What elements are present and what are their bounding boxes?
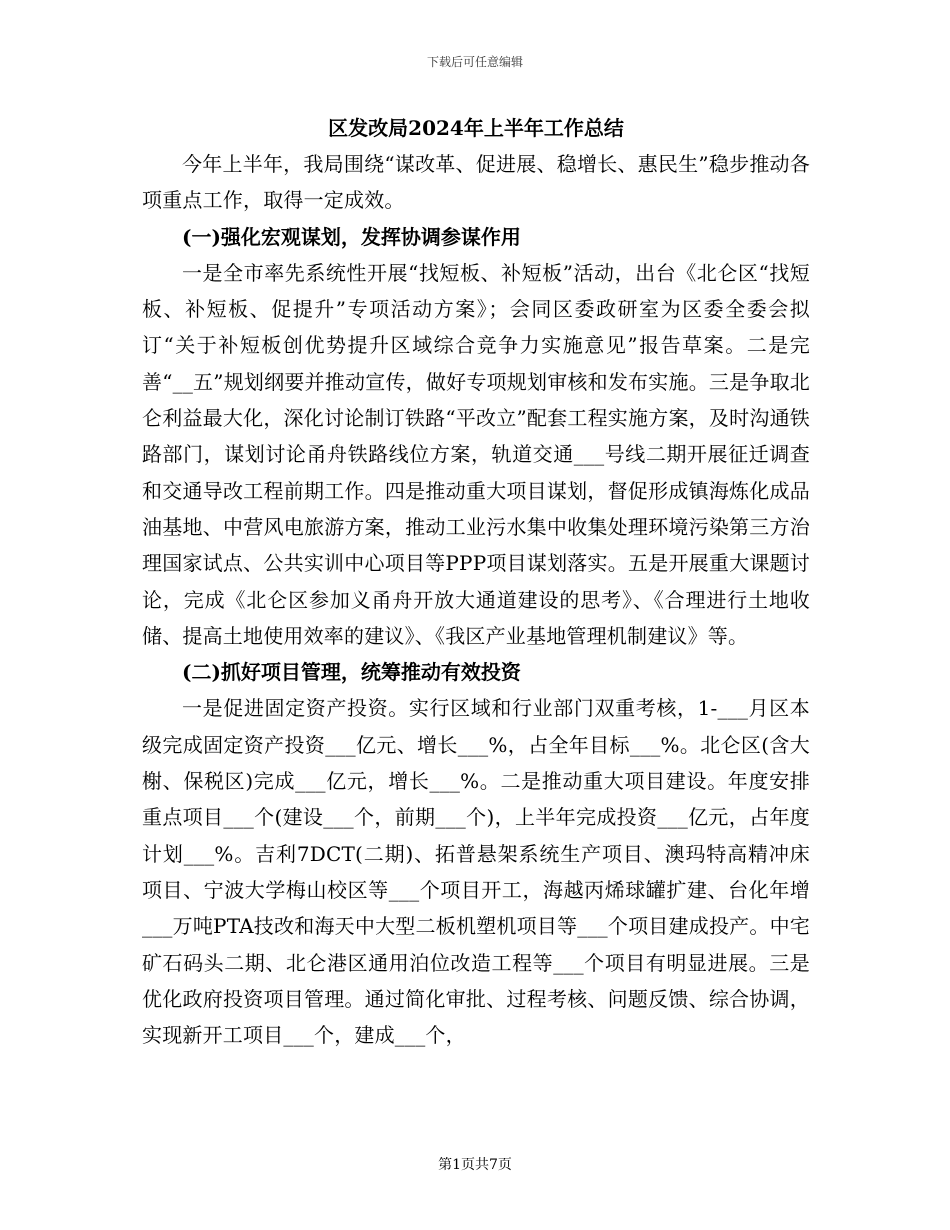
page-number-footer: 第1页共7页 [438,1157,512,1173]
document-title: 区发改局2024年上半年工作总结 [328,116,624,140]
intro-paragraph: 今年上半年，我局围绕“谋改革、促进展、稳增长、惠民生”稳步推动各项重点工作，取得一定成效。 [142,152,810,213]
header-note: 下载后可任意编辑 [426,55,523,69]
section-1-heading: (一)强化宏观谋划，发挥协调参谋作用 [182,224,521,249]
section-1-paragraph: 一是全市率先系统性开展“找短板、补短板”活动，出台《北仑区“找短板、补短板、促提升”专项活动方案》；会同区委政研室为区委全委会拟订“关于补短板创优势提升区域综合竞争力实施意见”报告草案。二是完善“__五”规划纲要并推动宣传，做好专项规划审核和发布实施。三是争取北仑利益最大化，深化讨论制订铁路“平改立”配套工程实施方案，及时沟通铁路部门，谋划讨论甬舟铁路线位方案，轨道交通___号线二期开展征迁调查和交通导改工程前期工作。四是推动重大项目谋划，督促形成镇海炼化成品油基地、中营风电旅游方案，推动工业污水集中收集处理环境污染第三方治理国家试点、公共实训中心项目等PPP项目谋划落实。五是开展重大课题讨论，完成《北仑区参加义甬舟开放大通道建设的思考》、《合理进行土地收储、提高土地使用效率的建议》、《我区产业基地管理机制建议》等。 [142,260,810,648]
section-2-heading: (二)抓好项目管理，统筹推动有效投资 [182,660,521,685]
section-2-paragraph: 一是促进固定资产投资。实行区域和行业部门双重考核，1-___月区本级完成固定资产投资___亿元、增长___%，占全年目标___%。北仑区(含大榭、保税区)完成___亿元，增长___%。二是推动重大项目建设。年度安排重点项目___个(建设___个，前期___个)，上半年完成投资___亿元，占年度计划___%。吉利7DCT(二期)、拓普悬架系统生产项目、澳玛特高精冲床项目、宁波大学梅山校区等___个项目开工，海越丙烯球罐扩建、台化年增___万吨PTA技改和海天中大型二板机塑机项目等___个项目建成投产。中宅矿石码头二期、北仑港区通用泊位改造工程等___个项目有明显进展。三是优化政府投资项目管理。通过简化审批、过程考核、问题反馈、综合协调，实现新开工项目___个，建成___个， [142,696,810,1048]
document-body [142,110,810,1053]
